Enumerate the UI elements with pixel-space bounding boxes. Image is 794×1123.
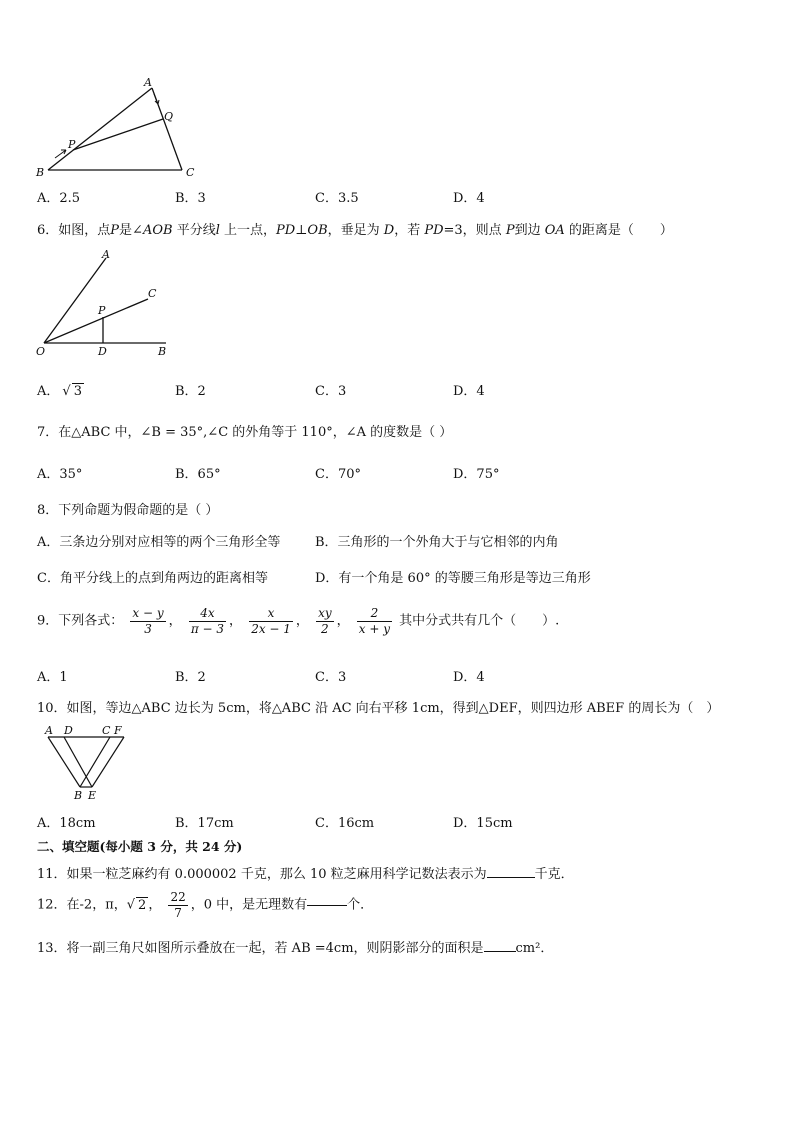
q6-option-c: C．3	[315, 384, 347, 399]
q6-point-p: P	[110, 223, 120, 238]
q6-option-a: A． √ 3	[37, 384, 82, 399]
q9-number: 9．下列各式：	[37, 613, 124, 629]
q7-option-a: A．35°	[37, 467, 83, 482]
q6-text-c: 平分线	[172, 223, 216, 238]
q13-text-b: cm²．	[515, 941, 554, 956]
q12-text-c: 个．	[347, 897, 374, 913]
q10-line-ab	[48, 737, 80, 787]
q6-label-o: O	[36, 345, 46, 358]
q5-option-b: B．3	[175, 191, 206, 206]
q9-fraction-5	[357, 606, 392, 637]
q10-stem: 10．如图，等边△ABC 边长为 5cm，将△ABC 沿 AC 向右平移 1cm，得到△DEF，则四边形 ABEF 的周长为（ ）	[37, 701, 720, 716]
q9-fraction-2	[189, 606, 226, 637]
q6-label-p: P	[98, 304, 106, 317]
q6-pd-perp: PD⊥OB	[276, 223, 328, 238]
q6-line-l: l	[215, 223, 220, 238]
q10-label-d: D	[64, 724, 73, 737]
q8-option-b: B．三角形的一个外角大于与它相邻的内角	[315, 535, 559, 550]
q5-option-d: D．4	[453, 191, 485, 206]
q9-fraction-5-den: x + y	[358, 622, 391, 636]
q11-answer-blank[interactable]	[487, 877, 535, 878]
q7-option-d: D．75°	[453, 467, 500, 482]
q10-option-c: C．16cm	[315, 816, 375, 831]
q9-stem: 9．下列各式： $\frac{x - y}{3}$ ， $\frac{4x}{\pi - 3}$ ， $\frac{x}{2x - 1}$ ， $\frac{xy}{2}$ ， $\frac{2}{x + y}$ 其中分式共有几个（ ）.	[37, 606, 560, 636]
q9-fraction-2-den: π − 3	[190, 622, 225, 636]
q5-line-pq	[73, 119, 163, 150]
q10-option-a: A．18cm	[37, 816, 96, 831]
q11-text-a: 11．如果一粒芝麻约有 0.000002 千克，那么 10 粒芝麻用科学记数法表示为	[37, 867, 487, 882]
q6-text-h: 到边	[514, 223, 545, 238]
q12-fraction-den: 7	[174, 906, 182, 920]
q9-fraction-3-num: x	[249, 606, 293, 622]
q8-option-d: D．有一个角是 60° 的等腰三角形是等边三角形	[315, 571, 591, 586]
q9-option-a: A．1	[37, 670, 68, 685]
q10-figure	[38, 724, 138, 802]
q12-fraction-num: 22	[170, 890, 186, 904]
q6-text-b: 是∠	[119, 223, 143, 238]
q9-fraction-4-num: xy	[318, 606, 332, 620]
q9-option-c: C．3	[315, 670, 347, 685]
q9-fraction-3-den: 2x − 1	[251, 622, 291, 636]
q6-text-f: ，若	[394, 223, 425, 238]
q5-label-b: B	[36, 166, 45, 179]
q9-fraction-2-num: 4x	[189, 606, 226, 622]
q6-option-b: B．2	[175, 384, 206, 399]
q10-label-a: A	[45, 724, 53, 737]
q12-radicand: 2	[138, 898, 147, 913]
q9-fraction-4-den: 2	[321, 622, 329, 636]
q6-pd: PD	[424, 223, 444, 238]
q5-label-c: C	[186, 166, 195, 179]
q6-angle-aob: AOB	[142, 223, 173, 238]
q5-option-c: C．3.5	[315, 191, 359, 206]
q9-fraction-5-num: 2	[357, 606, 392, 622]
q9-fraction-4	[316, 606, 334, 637]
q6-text-i: 的距离是（ ）	[564, 223, 673, 238]
q5-figure	[30, 72, 210, 182]
q10-label-b: B	[74, 789, 83, 802]
q9-option-b: B．2	[175, 670, 206, 685]
q7-stem: 7．在△ABC 中，∠B = 35°,∠C 的外角等于 110°，∠A 的度数是（ ）	[37, 425, 453, 440]
q9-fraction-1	[130, 606, 165, 637]
q12-text-b: ，0 中，是无理数有	[190, 897, 308, 913]
q5-label-p: P	[68, 138, 76, 151]
q9-fraction-1-den: 3	[144, 622, 152, 636]
q6-label-b: B	[158, 345, 167, 358]
q6-option-d: D．4	[453, 384, 485, 399]
q8-stem: 8．下列命题为假命题的是（ ）	[37, 503, 219, 518]
q6-label-c: C	[148, 287, 157, 300]
q13-answer-blank[interactable]	[484, 951, 516, 952]
q10-option-d: D．15cm	[453, 816, 513, 831]
q12-answer-blank[interactable]	[307, 905, 347, 906]
q10-label-e: E	[88, 789, 97, 802]
q6-text-a: 如图，点	[58, 223, 111, 238]
q6-figure	[30, 244, 180, 362]
q11-text-b: 千克．	[534, 867, 574, 882]
q9-fraction-1-num: x − y	[132, 606, 164, 620]
q12-stem: 12．在-2，π，√ 2 ， $\frac{22}{7}$ ，0 中，是无理数有 个．	[37, 890, 374, 920]
q8-option-c: C．角平分线上的点到角两边的距离相等	[37, 571, 268, 586]
q13-text-a: 13．将一副三角尺如图所示叠放在一起，若 AB =4cm，则阴影部分的面积是	[37, 941, 484, 956]
q6-number: 6．	[37, 223, 59, 238]
q9-option-d: D．4	[453, 670, 485, 685]
q6-text-g: =3，则点	[443, 223, 506, 238]
q6-side-oa: OA	[544, 223, 565, 238]
q6-text-e: ，垂足为	[327, 223, 384, 238]
q6-option-a-radicand: 3	[73, 384, 82, 399]
q6-point-d: D	[383, 223, 395, 238]
q9-tail: 其中分式共有几个（ ）.	[399, 613, 560, 629]
q6-label-d: D	[98, 345, 107, 358]
q5-label-q: Q	[164, 110, 174, 123]
q5-line-ba	[48, 88, 152, 170]
q9-fraction-3	[249, 606, 293, 637]
q10-option-b: B．17cm	[175, 816, 234, 831]
q7-option-b: B．65°	[175, 467, 221, 482]
q6-text-d: 上一点，	[219, 223, 277, 238]
q11-stem	[37, 863, 574, 882]
q12-fraction	[168, 890, 187, 921]
q6-option-a-label: A．	[37, 384, 60, 399]
q6-point-p2: P	[505, 223, 515, 238]
section-2-title: 二、填空题(每小题 3 分，共 24 分)	[37, 839, 243, 854]
q10-line-de	[64, 737, 92, 787]
q10-label-f: F	[114, 724, 122, 737]
q8-option-a: A．三条边分别对应相等的两个三角形全等	[37, 535, 281, 550]
q5-arrow-q	[154, 94, 159, 104]
q6-label-a: A	[102, 248, 110, 261]
q12-text-a: 12．在-2，π，	[37, 897, 127, 913]
q5-option-a: A．2.5	[37, 191, 81, 206]
q7-option-c: C．70°	[315, 467, 361, 482]
q6-stem	[37, 219, 673, 238]
q10-line-bc	[80, 737, 110, 787]
q10-line-ef	[92, 737, 124, 787]
q10-label-c: C	[102, 724, 111, 737]
q13-stem	[37, 937, 553, 956]
q5-label-a: A	[144, 76, 152, 89]
